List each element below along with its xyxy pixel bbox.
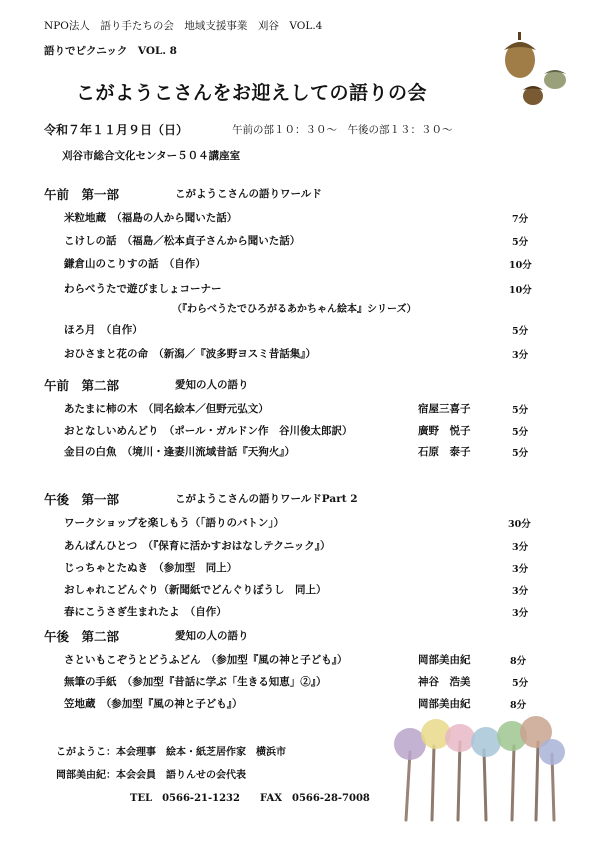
program-item-duration: 10分: [509, 285, 532, 296]
series-label: 語りでピクニック VOL. 8: [44, 45, 177, 57]
program-item-title: こけしの話 （福島／松本貞子さんから聞いた話）: [64, 235, 301, 247]
section-subtitle: 愛知の人の語り: [175, 630, 249, 642]
acorn-icon: [523, 86, 543, 105]
section-subtitle: こがようこさんの語りワールドPart 2: [175, 493, 358, 505]
tree-icon: [445, 724, 475, 752]
program-item-performer: 岡部美由紀: [418, 698, 471, 710]
acorn-icon: [544, 70, 566, 89]
org-header: NPO法人 語り手たちの会 地域支援事業 刈谷 VOL.4: [44, 20, 323, 32]
program-item-title: じっちゃとたぬき （参加型 同上）: [64, 562, 238, 574]
program-item-title: 笠地蔵 （参加型『風の神と子ども』）: [64, 698, 243, 710]
program-item-title: さといもこぞうとどうふどん （参加型『風の神と子ども』）: [64, 654, 348, 666]
section-subtitle: 愛知の人の語り: [175, 379, 249, 391]
program-item-title: 金目の白魚 （境川・逢妻川流域昔話『天狗火』）: [64, 446, 295, 458]
program-item-duration: 3分: [512, 350, 529, 361]
tree-icon: [539, 739, 565, 765]
event-venue: 刈谷市総合文化センター５０４講座室: [62, 150, 241, 162]
section-heading: 午後 第一部: [44, 492, 120, 507]
program-item-title: あたまに柿の木 （同名絵本／但野元弘文）: [64, 403, 269, 415]
program-item-duration: 5分: [512, 448, 529, 459]
program-item-title: わらべうたで遊びましょコーナー: [64, 283, 222, 295]
contact-info: TEL 0566-21-1232 FAX 0566-28-7008: [130, 793, 370, 804]
program-item-performer: 神谷 浩美: [418, 676, 471, 688]
program-item-duration: 3分: [512, 564, 529, 575]
program-item-title: ワークショップを楽しもう（「語りのバトン」）: [64, 517, 285, 529]
speaker-bio-koga: こがようこ：本会理事 絵本・紙芝居作家 横浜市: [56, 747, 286, 758]
program-item-duration: 8分: [510, 656, 527, 667]
program-item-performer: 廣野 悦子: [418, 425, 471, 437]
program-item-title: あんぱんひとつ （『保育に活かすおはなしテクニック』）: [64, 540, 331, 552]
speaker-bio-okabe: 岡部美由紀：本会会員 語りんせの会代表: [56, 770, 246, 781]
page-title: こがようこさんをお迎えしての語りの会: [76, 82, 428, 104]
trees-decoration: [388, 712, 568, 824]
program-item-title: 鎌倉山のこりすの話 （自作）: [64, 258, 206, 270]
tree-icon: [471, 727, 501, 757]
program-item-duration: 3分: [512, 608, 529, 619]
acorn-icon: [504, 32, 536, 78]
section-heading: 午前 第一部: [44, 187, 120, 202]
program-item-title: 無筆の手紙 （参加型『昔話に学ぶ「生きる知恵」②』）: [64, 676, 327, 688]
program-item-title: 春にこうさぎ生まれたよ （自作）: [64, 606, 227, 618]
program-item-duration: 3分: [512, 586, 529, 597]
section-subtitle: こがようこさんの語りワールド: [175, 188, 322, 200]
section-heading: 午後 第二部: [44, 629, 120, 644]
program-item-note: （『わらべうたでひろがるあかちゃん絵本』シリーズ）: [172, 304, 417, 315]
program-item-performer: 宿屋三喜子: [418, 403, 471, 415]
event-times: 午前の部１０：３０〜 午後の部１３：３０〜: [232, 124, 453, 136]
program-item-title: おひさまと花の命 （新潟／『波多野ヨスミ昔話集』）: [64, 348, 316, 360]
program-item-title: おしゃれこどんぐり（新聞紙でどんぐりぼうし 同上）: [64, 584, 327, 596]
program-item-performer: 岡部美由紀: [418, 654, 471, 666]
program-item-duration: 5分: [512, 237, 529, 248]
program-item-duration: 30分: [508, 519, 531, 530]
section-heading: 午前 第二部: [44, 378, 120, 393]
acorn-decoration: [480, 18, 580, 113]
event-date: 令和７年１１月９日（日）: [44, 123, 189, 137]
program-item-duration: 8分: [510, 700, 527, 711]
program-item-title: おとなしいめんどり （ポール・ガルドン作 谷川俊太郎訳）: [64, 425, 353, 437]
program-item-duration: 10分: [509, 260, 532, 271]
program-item-duration: 5分: [512, 326, 529, 337]
program-item-title: ほろ月 （自作）: [64, 324, 143, 336]
program-item-duration: 7分: [512, 214, 529, 225]
program-item-performer: 石原 泰子: [418, 446, 471, 458]
program-item-duration: 3分: [512, 542, 529, 553]
program-item-title: 米粒地蔵 （福島の人から聞いた話）: [64, 212, 238, 224]
program-item-duration: 5分: [512, 405, 529, 416]
program-item-duration: 5分: [512, 678, 529, 689]
program-item-duration: 5分: [512, 427, 529, 438]
